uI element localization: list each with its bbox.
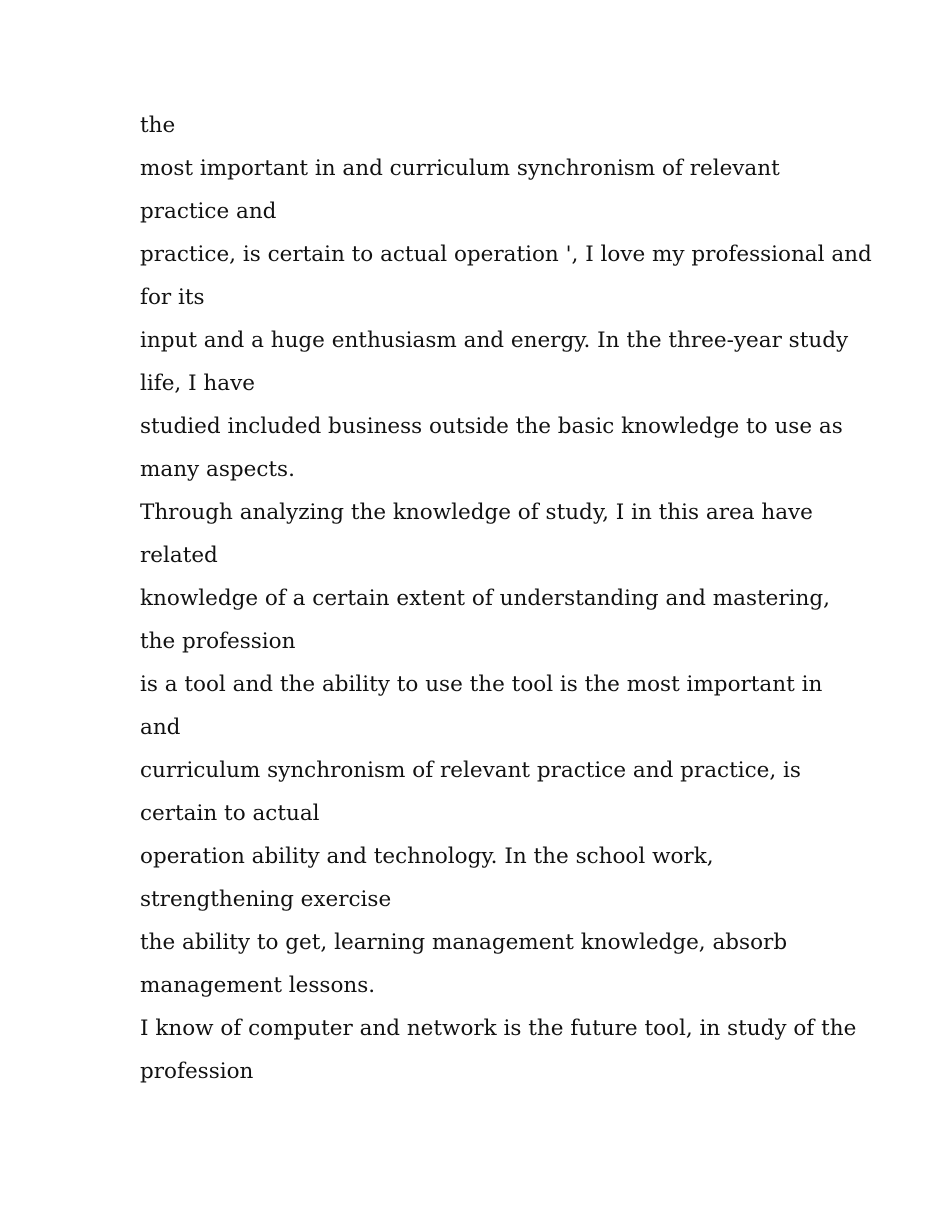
text-line: input and a huge enthusiasm and energy. In the three-year study [140, 328, 849, 353]
text-line: studied included business outside the basic knowledge to use as [140, 414, 843, 439]
body-text [140, 104, 872, 1093]
text-line: the profession [140, 629, 296, 654]
text-line: operation ability and technology. In the school work, [140, 844, 714, 869]
text-line: strengthening exercise [140, 887, 392, 912]
text-line: many aspects. [140, 457, 295, 482]
text-line: the ability to get, learning management knowledge, absorb [140, 930, 788, 955]
text-line: and [140, 715, 181, 740]
text-line: practice, is certain to actual operation ', I love my professional and [140, 242, 872, 267]
text-line: knowledge of a certain extent of understanding and mastering, [140, 586, 830, 611]
text-line: related [140, 543, 218, 568]
text-line: is a tool and the ability to use the tool is the most important in [140, 672, 823, 697]
text-line: most important in and curriculum synchronism of relevant [140, 156, 780, 181]
text-line: the [140, 113, 176, 138]
text-line: life, I have [140, 371, 255, 396]
text-line: practice and [140, 199, 277, 224]
text-line: I know of computer and network is the future tool, in study of the [140, 1016, 857, 1041]
text-line: profession [140, 1059, 254, 1084]
text-line: Through analyzing the knowledge of study, I in this area have [140, 500, 813, 525]
text-line: management lessons. [140, 973, 376, 998]
text-line: curriculum synchronism of relevant practice and practice, is [140, 758, 801, 783]
text-line: certain to actual [140, 801, 320, 826]
text-line: for its [140, 285, 205, 310]
